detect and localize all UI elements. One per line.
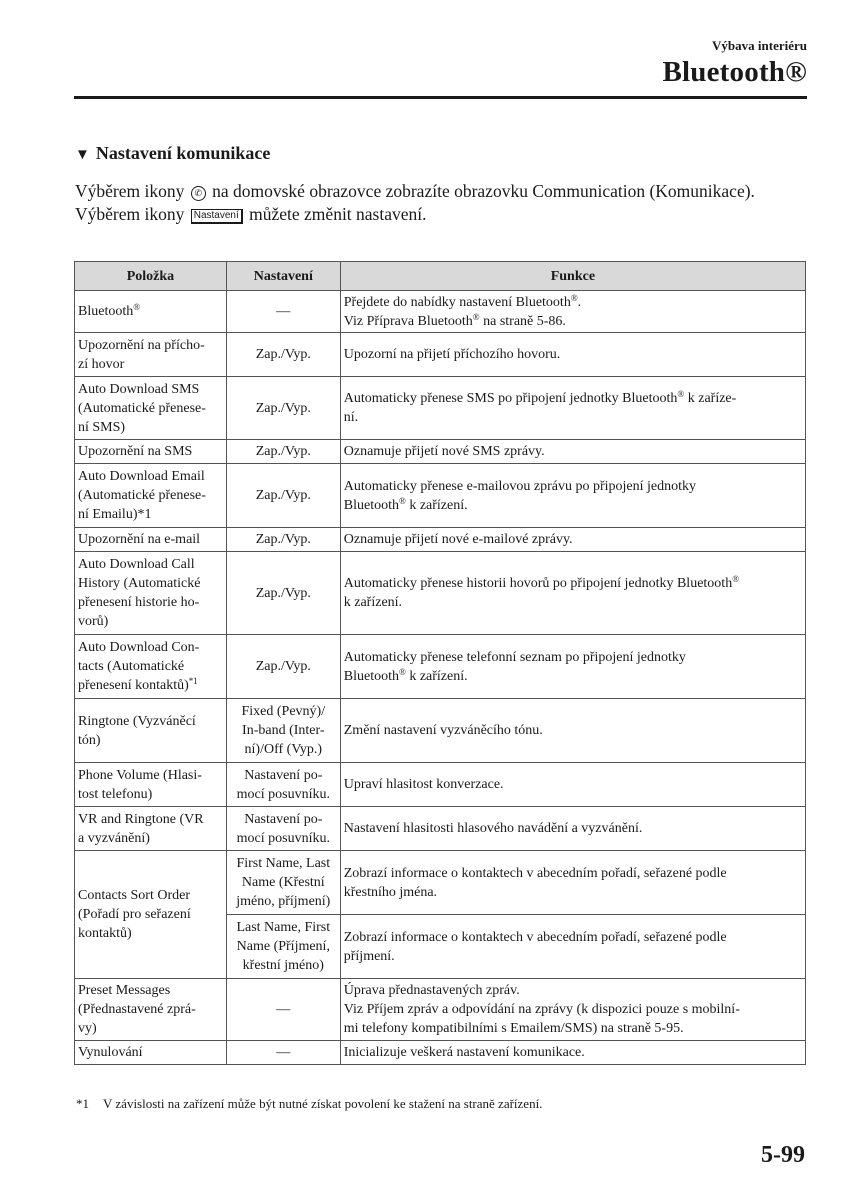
cell-function: Automaticky přenese e-mailovou zprávu po připojení jednotky Bluetooth® k zařízení. bbox=[340, 464, 805, 528]
cell-setting: Zap./Vyp. bbox=[226, 528, 340, 552]
settings-table bbox=[74, 261, 806, 1065]
table-row bbox=[75, 440, 806, 464]
intro-line-2 bbox=[75, 203, 775, 226]
cell-setting: — bbox=[226, 1041, 340, 1065]
cell-function: Automaticky přenese historii hovorů po připojení jednotky Bluetooth® k zařízení. bbox=[340, 552, 805, 635]
cell-function: Oznamuje přijetí nové SMS zprávy. bbox=[340, 440, 805, 464]
cell-setting: Zap./Vyp. bbox=[226, 635, 340, 699]
cell-setting: — bbox=[226, 291, 340, 333]
phone-icon: ✆ bbox=[191, 186, 206, 201]
table-row bbox=[75, 464, 806, 528]
table-row bbox=[75, 807, 806, 851]
page-title: Bluetooth® bbox=[662, 56, 807, 88]
cell-function: Nastavení hlasitosti hlasového navádění a vyzvánění. bbox=[340, 807, 805, 851]
settings-button-icon: Nastavení bbox=[191, 209, 243, 224]
cell-setting: Zap./Vyp. bbox=[226, 377, 340, 440]
table-row bbox=[75, 979, 806, 1041]
intro-line-1-end: na domovské obrazovce zobrazíte obrazovku Communication (Komunikace). bbox=[212, 181, 755, 201]
cell-function: Automaticky přenese SMS po připojení jednotky Bluetooth® k zaříze- ní. bbox=[340, 377, 805, 440]
cell-item: Auto Download SMS (Automatické přenese- ní SMS) bbox=[75, 377, 227, 440]
table-row bbox=[75, 1041, 806, 1065]
table-row bbox=[75, 763, 806, 807]
page-number: 5-99 bbox=[761, 1142, 805, 1168]
cell-setting: Zap./Vyp. bbox=[226, 464, 340, 528]
cell-setting: First Name, Last Name (Křestní jméno, příjmení) bbox=[226, 851, 340, 915]
cell-function: Upraví hlasitost konverzace. bbox=[340, 763, 805, 807]
section-label: Výbava interiéru bbox=[712, 38, 807, 53]
cell-setting: Zap./Vyp. bbox=[226, 333, 340, 377]
cell-item: Auto Download Email (Automatické přenese- ní Emailu)*1 bbox=[75, 464, 227, 528]
table-row bbox=[75, 851, 806, 915]
cell-setting: Zap./Vyp. bbox=[226, 552, 340, 635]
intro-line-2-end: můžete změnit nastavení. bbox=[249, 204, 427, 224]
cell-item: Phone Volume (Hlasi- tost telefonu) bbox=[75, 763, 227, 807]
cell-item: Ringtone (Vyzváněcí tón) bbox=[75, 699, 227, 763]
intro-text bbox=[75, 180, 775, 226]
cell-item: Vynulování bbox=[75, 1041, 227, 1065]
cell-item: VR and Ringtone (VR a vyzvánění) bbox=[75, 807, 227, 851]
subheading-text: Nastavení komunikace bbox=[95, 143, 271, 163]
cell-function: Inicializuje veškerá nastavení komunikace. bbox=[340, 1041, 805, 1065]
cell-setting: Last Name, First Name (Příjmení, křestní jméno) bbox=[226, 915, 340, 979]
cell-item: Auto Download Call History (Automatické přenesení historie ho- vorů) bbox=[75, 552, 227, 635]
cell-setting: Nastavení po- mocí posuvníku. bbox=[226, 763, 340, 807]
cell-item: Preset Messages (Přednastavené zprá- vy) bbox=[75, 979, 227, 1041]
cell-function: Upozorní na přijetí příchozího hovoru. bbox=[340, 333, 805, 377]
column-header-item: Položka bbox=[75, 262, 227, 291]
intro-line-1 bbox=[75, 180, 775, 203]
triangle-marker-icon: ▼ bbox=[75, 147, 90, 163]
cell-function: Přejdete do nabídky nastavení Bluetooth®. Viz Příprava Bluetooth® na straně 5-86. bbox=[340, 291, 805, 333]
cell-item: Bluetooth® bbox=[75, 291, 227, 333]
intro-line-2-start: Výběrem ikony bbox=[75, 204, 185, 224]
table-row bbox=[75, 635, 806, 699]
cell-setting: — bbox=[226, 979, 340, 1041]
cell-function: Zobrazí informace o kontaktech v abecedním pořadí, seřazené podle křestního jména. bbox=[340, 851, 805, 915]
table-row bbox=[75, 552, 806, 635]
cell-setting: Fixed (Pevný)/ In-band (Inter- ní)/Off (Vyp.) bbox=[226, 699, 340, 763]
footnote bbox=[76, 1096, 542, 1112]
cell-setting: Nastavení po- mocí posuvníku. bbox=[226, 807, 340, 851]
cell-item: Upozornění na přícho- zí hovor bbox=[75, 333, 227, 377]
cell-item: Upozornění na SMS bbox=[75, 440, 227, 464]
table-row bbox=[75, 291, 806, 333]
cell-item: Upozornění na e-mail bbox=[75, 528, 227, 552]
footnote-mark: *1 bbox=[76, 1096, 89, 1111]
table-row bbox=[75, 528, 806, 552]
cell-item: Auto Download Con- tacts (Automatické přenesení kontaktů)$^{*1}$ bbox=[75, 635, 227, 699]
table-row bbox=[75, 333, 806, 377]
cell-function: Změní nastavení vyzváněcího tónu. bbox=[340, 699, 805, 763]
cell-item: Contacts Sort Order (Pořadí pro seřazení kontaktů) bbox=[75, 851, 227, 979]
intro-line-1-start: Výběrem ikony bbox=[75, 181, 185, 201]
cell-function: Automaticky přenese telefonní seznam po připojení jednotky Bluetooth® k zařízení. bbox=[340, 635, 805, 699]
cell-function: Oznamuje přijetí nové e-mailové zprávy. bbox=[340, 528, 805, 552]
column-header-function: Funkce bbox=[340, 262, 805, 291]
cell-function: Zobrazí informace o kontaktech v abecedním pořadí, seřazené podle příjmení. bbox=[340, 915, 805, 979]
header-rule bbox=[74, 96, 807, 99]
table-row bbox=[75, 377, 806, 440]
cell-setting: Zap./Vyp. bbox=[226, 440, 340, 464]
column-header-setting: Nastavení bbox=[226, 262, 340, 291]
table-header-row bbox=[75, 262, 806, 291]
subheading bbox=[75, 143, 270, 164]
cell-function: Úprava přednastavených zpráv. Viz Příjem zpráv a odpovídání na zprávy (k dispozici pouze s mobilní- mi telefony kompatibilními s Emailem/SMS) na straně 5-95. bbox=[340, 979, 805, 1041]
footnote-text: V závislosti na zařízení může být nutné získat povolení ke stažení na straně zařízení. bbox=[103, 1096, 543, 1111]
table-row bbox=[75, 699, 806, 763]
